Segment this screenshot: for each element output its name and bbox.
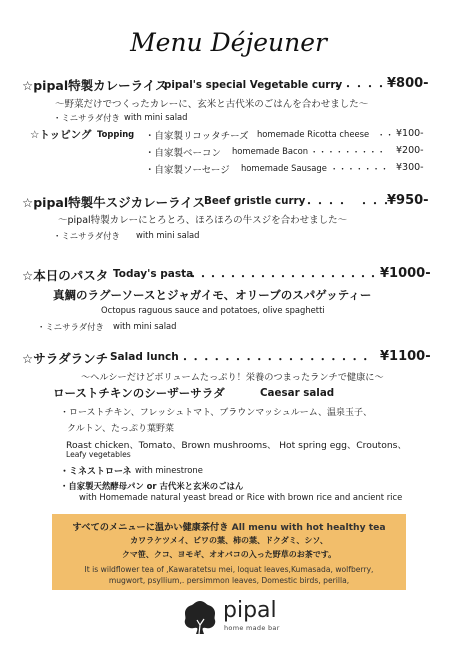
salad-lunch-ingredients-en: Leafy vegetables <box>66 450 131 459</box>
salad-lunch-english: Salad lunch <box>110 351 179 363</box>
curry-description: 〜野菜だけでつくったカレーに、玄米と古代米のごはんを合わせました〜 <box>55 99 369 110</box>
tea-ingredients-en: mugwort, psyllium,. persimmon leaves, Domestic birds, perilla, <box>108 576 350 585</box>
pasta-dish-en: Octopus raguous sauce and potatoes, olive spaghetti <box>101 305 325 315</box>
tea-ingredients-jp: クマ笹、クコ、ヨモギ、オオバコの入った野草のお茶です。 <box>121 550 337 559</box>
pasta-salad-en: with mini salad <box>113 321 177 331</box>
pasta-price: ¥1000- <box>380 266 431 281</box>
topping-item-price: ¥100- <box>396 128 424 139</box>
topping-item-price: ¥200- <box>396 145 424 156</box>
tea-title-jp: すべてのメニューに温かい健康茶付き <box>72 522 229 533</box>
beef-curry-name: ☆pipal特製牛スジカレーライス <box>22 195 206 210</box>
salad-lunch-dish: ローストチキンのシーザーサラダ <box>53 386 225 400</box>
topping-item-jp: ・自家製ソーセージ <box>145 165 230 176</box>
tea-ingredients-en: It is wildflower tea of ,Kawaratetsu mei, loquat leaves,Kumasada, wolfberry, <box>84 565 374 574</box>
tea-title <box>52 519 406 533</box>
salad-lunch-minestrone: ・ミネストローネ <box>60 467 132 477</box>
curry-salad-en: with mini salad <box>124 112 188 122</box>
topping-label: ☆トッピング <box>30 129 92 141</box>
salad-lunch-description: 〜ヘルシーだけどボリュームたっぷり！栄養のつまったランチで健康に〜 <box>81 372 384 383</box>
tea-title-en: All menu with hot healthy tea <box>231 522 386 533</box>
curry-dots: ・・・・・ <box>332 82 387 93</box>
topping-item-en: homemade Ricotta cheese <box>257 129 370 139</box>
salad-lunch-minestrone-en: with minestrone <box>135 465 203 475</box>
pasta-dots: ・・・・・・・・・・・・・・・・・・・ <box>188 272 378 283</box>
beef-curry-salad: ・ミニサラダ付き <box>53 231 120 241</box>
beef-curry-salad-en: with mini salad <box>136 230 200 240</box>
salad-lunch-ingredients-en: Roast chicken、Tomato、Brown mushrooms、 Hot spring egg、Croutons、 <box>66 440 407 451</box>
topping-label-en: Topping <box>97 129 135 139</box>
curry-salad: ・ミニサラダ付き <box>53 113 120 123</box>
beef-curry-price: ¥950- <box>387 193 429 208</box>
topping-item-en: homemade Bacon <box>232 146 309 156</box>
beef-curry-english: Beef gristle curry <box>204 195 306 207</box>
salad-lunch-bread: ・自家製天然酵母パン or 古代米と玄米のごはん <box>60 481 244 491</box>
logo-subtitle: home made bar <box>224 624 280 632</box>
topping-item-dots: ・・・・・・・ <box>330 164 389 174</box>
tea-ingredients-jp: カワラケツメイ、ビワの葉、柿の葉、ドクダミ、シソ、 <box>130 536 328 545</box>
pasta-salad: ・ミニサラダ付き <box>37 322 104 332</box>
healthy-tea-box <box>52 514 406 590</box>
topping-item-dots: ・・ <box>377 130 394 140</box>
beef-curry-dots: ・・・・ ・・・ <box>304 199 392 210</box>
pasta-dish: 真鯛のラグーソースとジャガイモ、オリーブのスパゲッティー <box>53 288 372 302</box>
salad-lunch-dish-en: Caesar salad <box>260 387 335 399</box>
curry-name: ☆pipal特製カレーライス <box>22 78 168 93</box>
salad-lunch-bread-en: with Homemade natural yeast bread or Rice with brown rice and ancient rice <box>79 492 403 502</box>
topping-item-price: ¥300- <box>396 162 424 173</box>
salad-lunch-ingredients: クルトン、たっぷり葉野菜 <box>67 424 175 434</box>
topping-item-en: homemade Sausage <box>241 163 327 173</box>
topping-item-jp: ・自家製リコッタチーズ <box>145 131 249 142</box>
salad-lunch-dots: ・・・・・・・・・・・・・・・・・・ <box>180 355 371 366</box>
topping-item-dots: ・・・・・・・・・ <box>310 147 386 157</box>
salad-lunch-price: ¥1100- <box>380 349 431 364</box>
curry-english: pipal's special Vegetable curry <box>164 79 343 91</box>
beef-curry-description: 〜pipal特製カレーにとろとろ、ほろほろの牛スジを合わせました〜 <box>58 215 348 226</box>
pasta-english: Today's pasta <box>113 268 194 280</box>
logo-name: pipal <box>223 598 277 623</box>
topping-item-jp: ・自家製ベーコン <box>145 148 222 159</box>
salad-lunch-ingredients: ・ローストチキン、フレッシュトマト、ブラウンマッシュルーム、温泉玉子、 <box>60 408 373 418</box>
page-title: Menu Déjeuner <box>130 28 327 57</box>
salad-lunch-name: ☆サラダランチ <box>22 351 109 366</box>
curry-price: ¥800- <box>387 76 429 91</box>
tree-icon <box>183 600 217 636</box>
pasta-name: ☆本日のパスタ <box>22 268 109 283</box>
